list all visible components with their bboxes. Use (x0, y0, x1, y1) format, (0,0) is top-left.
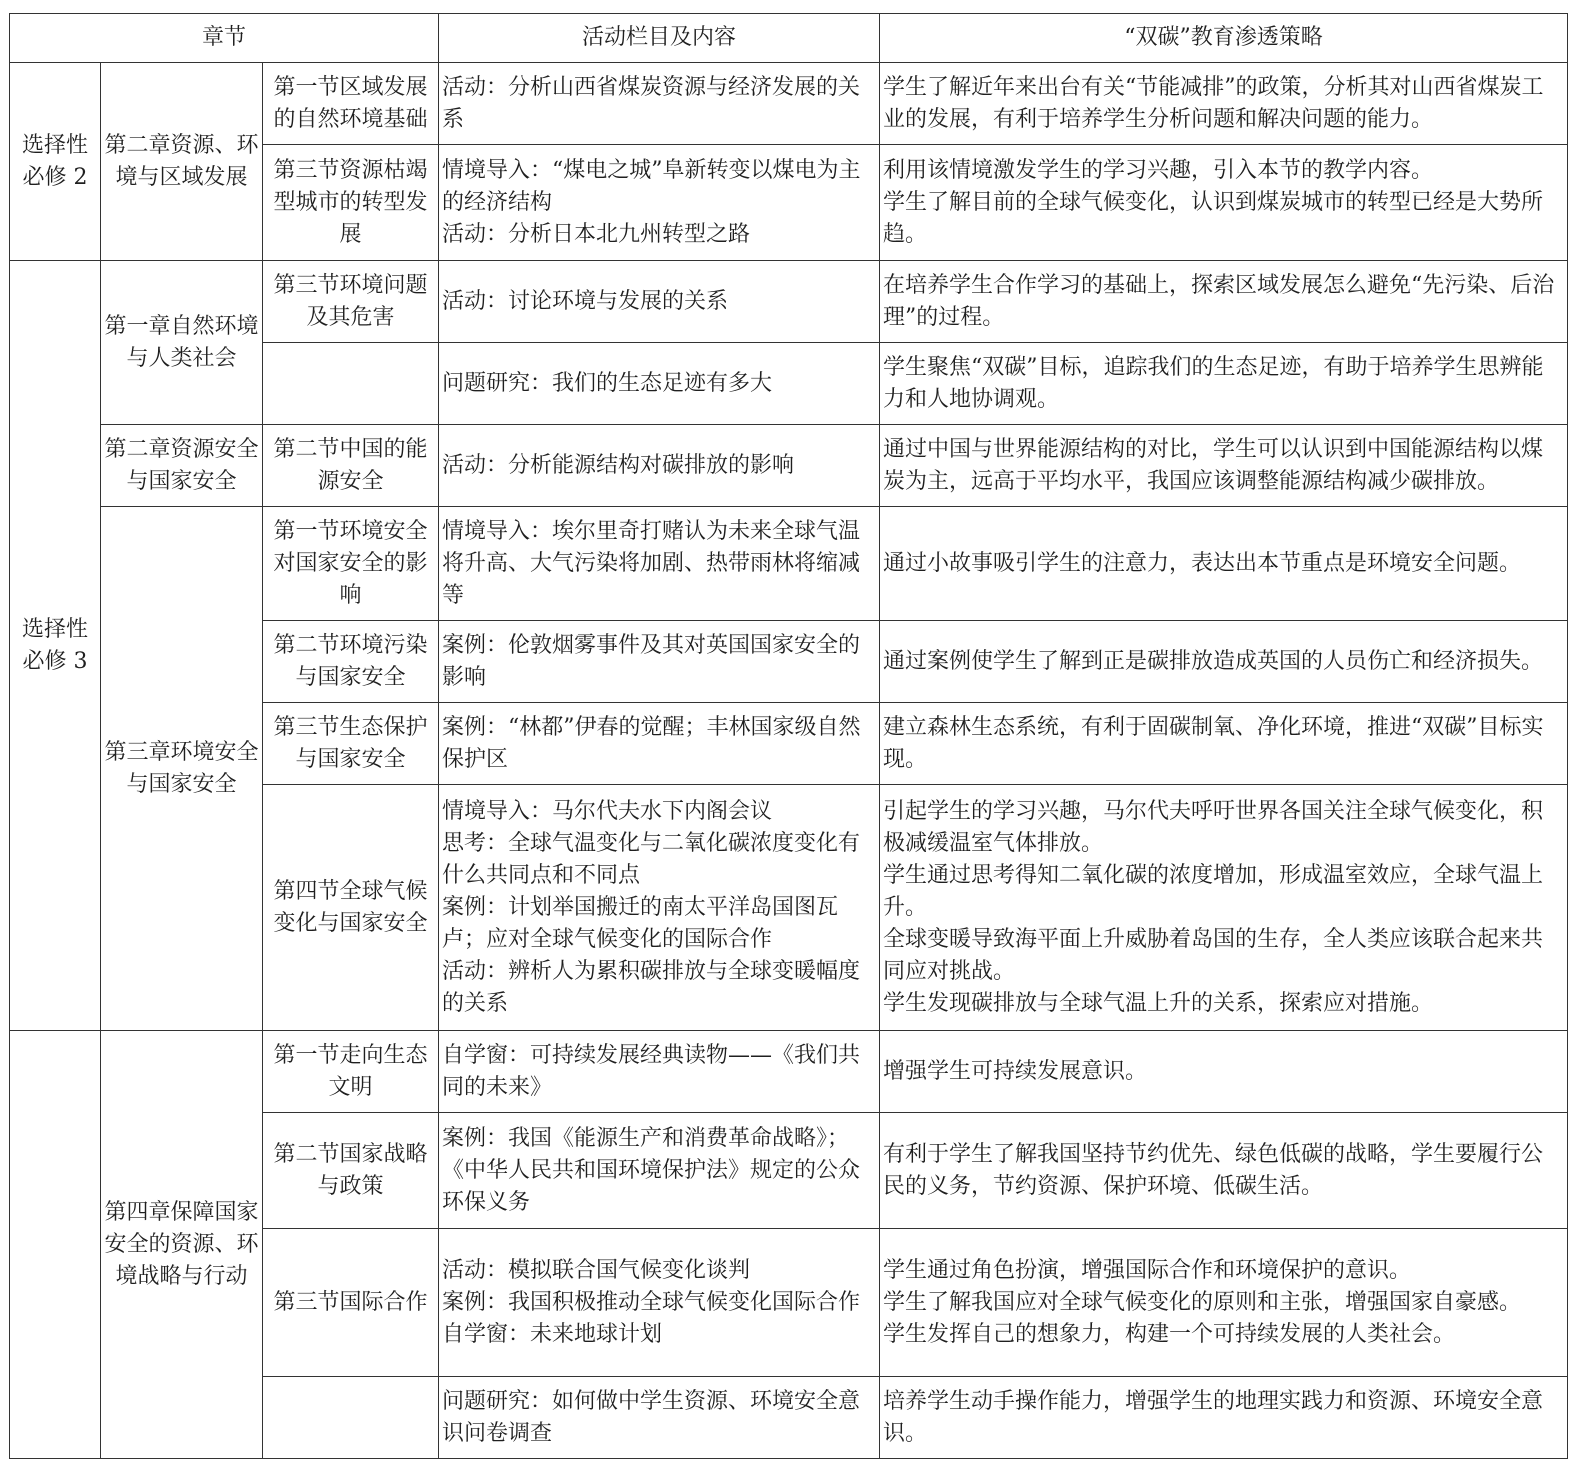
table-body (10, 63, 1568, 1459)
module-cell (10, 63, 101, 261)
text-line: 选择性 (21, 132, 88, 158)
text-line: 活动：辨析人为累积碳排放与全球变暖幅度的关系 (442, 958, 861, 1016)
text-line: 第三节国际合作 (273, 1289, 428, 1315)
activity-cell (439, 1113, 880, 1229)
curriculum-table-container (9, 13, 1567, 1459)
text-line: 案例：计划举国搬迁的南太平洋岛国图瓦卢；应对全球气候变化的国际合作 (442, 894, 839, 952)
chapter-cell (101, 1031, 263, 1459)
activity-cell (439, 261, 880, 343)
text-line: 全球变暖导致海平面上升威胁着岛国的生存，全人类应该联合起来共同应对挑战。 (883, 926, 1544, 984)
chapter-cell (101, 63, 263, 261)
text-line: 情境导入：埃尔里奇打赌认为未来全球气温将升高、大气污染将加剧、热带雨林将缩减等 (442, 518, 861, 608)
text-line: 学生发挥自己的想象力，构建一个可持续发展的人类社会。 (883, 1321, 1456, 1347)
strategy-cell (880, 261, 1568, 343)
text-line: 第三节生态保护与国家安全 (273, 714, 428, 772)
text-line: 活动：讨论环境与发展的关系 (442, 288, 729, 314)
header-activity: 活动栏目及内容 (439, 14, 880, 63)
chapter-cell (101, 425, 263, 507)
text-line: 第一节环境安全对国家安全的影响 (273, 518, 428, 608)
strategy-cell (880, 63, 1568, 145)
strategy-cell (880, 1377, 1568, 1459)
text-line: 引起学生的学习兴趣，马尔代夫呼吁世界各国关注全球气候变化，积极减缓温室气体排放。 (883, 798, 1544, 856)
text-line: 学生了解我国应对全球气候变化的原则和主张，增强国家自豪感。 (883, 1289, 1522, 1315)
text-line: 必修 3 (22, 648, 88, 674)
text-line: 第二节环境污染与国家安全 (273, 632, 428, 690)
text-line: 通过小故事吸引学生的注意力，表达出本节重点是环境安全问题。 (883, 550, 1522, 576)
text-line: 第一章自然环境与人类社会 (104, 313, 259, 371)
text-line: 选择性 (21, 616, 88, 642)
activity-cell (439, 785, 880, 1031)
chapter-cell (101, 261, 263, 425)
text-line: 建立森林生态系统，有利于固碳制氧、净化环境，推进“双碳”目标实现。 (883, 714, 1544, 772)
text-line: 有利于学生了解我国坚持节约优先、绿色低碳的战略，学生要履行公民的义务，节约资源、保护环境、低碳生活。 (883, 1141, 1544, 1199)
text-line: 学生了解目前的全球气候变化，认识到煤炭城市的转型已经是大势所趋。 (883, 189, 1544, 247)
strategy-cell (880, 145, 1568, 261)
text-line: 学生通过思考得知二氧化碳的浓度增加，形成温室效应，全球气温上升。 (883, 862, 1544, 920)
text-line: 利用该情境激发学生的学习兴趣，引入本节的教学内容。 (883, 157, 1434, 183)
strategy-cell (880, 1229, 1568, 1377)
strategy-cell (880, 507, 1568, 621)
section-cell (263, 145, 439, 261)
text-line: 自学窗：未来地球计划 (442, 1321, 663, 1347)
text-line: 通过案例使学生了解到正是碳排放造成英国的人员伤亡和经济损失。 (883, 648, 1544, 674)
chapter-cell (101, 507, 263, 1031)
text-line: 案例：“林都”伊春的觉醒；丰林国家级自然保护区 (442, 714, 861, 772)
activity-cell (439, 343, 880, 425)
activity-cell (439, 63, 880, 145)
text-line: 学生通过角色扮演，增强国际合作和环境保护的意识。 (883, 1257, 1412, 1283)
section-cell (263, 343, 439, 425)
text-line: 第四节全球气候变化与国家安全 (273, 878, 428, 936)
strategy-cell (880, 703, 1568, 785)
section-cell (263, 703, 439, 785)
text-line: 活动：分析能源结构对碳排放的影响 (442, 452, 795, 478)
text-line: 自学窗：可持续发展经典读物——《我们共同的未来》 (442, 1042, 861, 1100)
text-line: 思考：全球气温变化与二氧化碳浓度变化有什么共同点和不同点 (442, 830, 861, 888)
text-line: 案例：我国积极推动全球气候变化国际合作 (442, 1289, 861, 1315)
module-cell (10, 1031, 101, 1459)
text-line: 情境导入：“煤电之城”阜新转变以煤电为主的经济结构 (442, 157, 861, 215)
text-line: 活动：分析山西省煤炭资源与经济发展的关系 (442, 74, 861, 132)
activity-cell (439, 1229, 880, 1377)
activity-cell (439, 621, 880, 703)
text-line: 学生聚焦“双碳”目标，追踪我们的生态足迹，有助于培养学生思辨能力和人地协调观。 (883, 354, 1544, 412)
section-cell (263, 261, 439, 343)
text-line: 培养学生动手操作能力，增强学生的地理实践力和资源、环境安全意识。 (883, 1388, 1544, 1446)
text-line: 案例：我国《能源生产和消费革命战略》；《中华人民共和国环境保护法》规定的公众环保义务 (442, 1125, 861, 1215)
section-cell (263, 1229, 439, 1377)
table-row (10, 261, 1568, 343)
text-line: 第一节区域发展的自然环境基础 (273, 74, 428, 132)
text-line: 学生了解近年来出台有关“节能减排”的政策，分析其对山西省煤炭工业的发展，有利于培养学生分析问题和解决问题的能力。 (883, 74, 1544, 132)
text-line: 活动：模拟联合国气候变化谈判 (442, 1257, 751, 1283)
strategy-cell (880, 425, 1568, 507)
text-line: 第一节走向生态文明 (273, 1042, 428, 1100)
text-line: 问题研究：我们的生态足迹有多大 (442, 370, 773, 396)
activity-cell (439, 1031, 880, 1113)
strategy-cell (880, 1113, 1568, 1229)
text-line: 第二节中国的能源安全 (273, 436, 428, 494)
text-line: 增强学生可持续发展意识。 (883, 1058, 1148, 1084)
text-line: 第三章环境安全与国家安全 (104, 739, 259, 797)
section-cell (263, 63, 439, 145)
strategy-cell (880, 621, 1568, 703)
header-chapter: 章节 (10, 14, 439, 63)
table-row (10, 1031, 1568, 1113)
section-cell (263, 1113, 439, 1229)
section-cell (263, 425, 439, 507)
section-cell (263, 1377, 439, 1459)
strategy-cell (880, 1031, 1568, 1113)
text-line: 问题研究：如何做中学生资源、环境安全意识问卷调查 (442, 1388, 861, 1446)
text-line: 案例：伦敦烟雾事件及其对英国国家安全的影响 (442, 632, 861, 690)
curriculum-table (9, 13, 1568, 1459)
text-line: 第三节资源枯竭型城市的转型发展 (273, 157, 428, 247)
activity-cell (439, 425, 880, 507)
text-line: 第三节环境问题及其危害 (273, 272, 428, 330)
table-row (10, 507, 1568, 621)
text-line: 通过中国与世界能源结构的对比，学生可以认识到中国能源结构以煤炭为主，远高于平均水平，我国应该调整能源结构减少碳排放。 (883, 436, 1544, 494)
table-row (10, 425, 1568, 507)
text-line: 情境导入：马尔代夫水下内阁会议 (442, 798, 773, 824)
activity-cell (439, 1377, 880, 1459)
section-cell (263, 621, 439, 703)
text-line: 在培养学生合作学习的基础上，探索区域发展怎么避免“先污染、后治理”的过程。 (883, 272, 1555, 330)
activity-cell (439, 507, 880, 621)
text-line: 第二章资源安全与国家安全 (104, 436, 259, 494)
text-line: 活动：分析日本北九州转型之路 (442, 221, 751, 247)
text-line: 第二节国家战略与政策 (273, 1141, 428, 1199)
strategy-cell (880, 343, 1568, 425)
table-row (10, 63, 1568, 145)
section-cell (263, 785, 439, 1031)
text-line: 第二章资源、环境与区域发展 (104, 132, 259, 190)
text-line: 第四章保障国家安全的资源、环境战略与行动 (104, 1199, 259, 1289)
text-line: 必修 2 (22, 164, 88, 190)
text-line: 学生发现碳排放与全球气温上升的关系，探索应对措施。 (883, 990, 1434, 1016)
activity-cell (439, 145, 880, 261)
section-cell (263, 1031, 439, 1113)
table-header-row (10, 14, 1568, 63)
section-cell (263, 507, 439, 621)
module-cell (10, 261, 101, 1031)
header-strategy: “双碳”教育渗透策略 (880, 14, 1568, 63)
strategy-cell (880, 785, 1568, 1031)
activity-cell (439, 703, 880, 785)
